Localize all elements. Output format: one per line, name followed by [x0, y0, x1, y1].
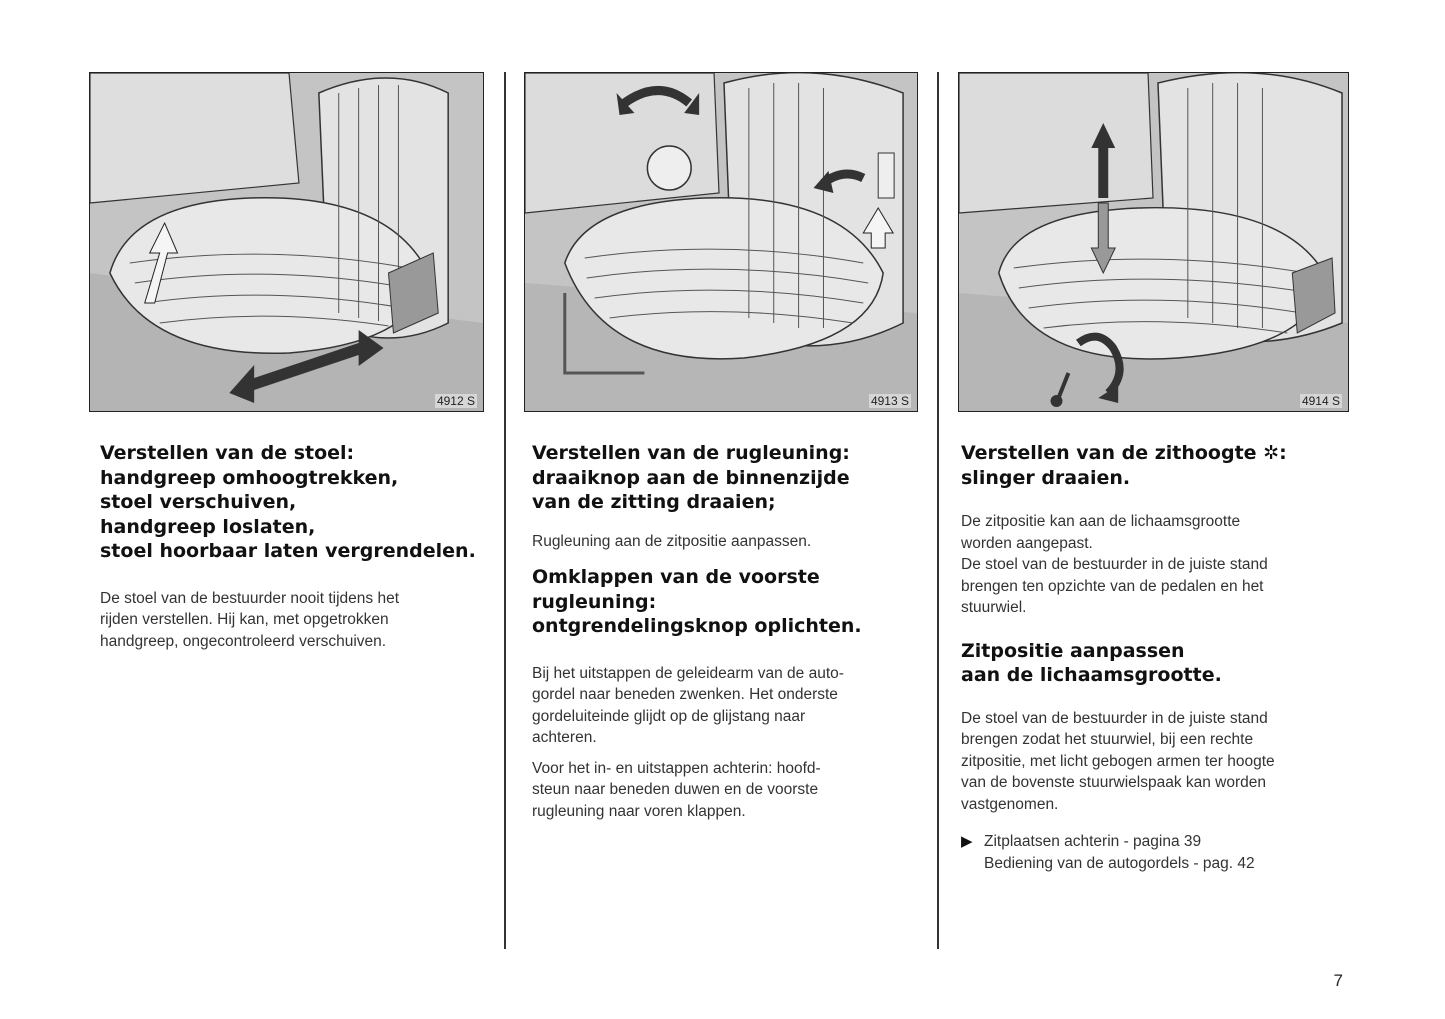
section-heading: Verstellen van de zithoogte ✲: slinger draaien.	[961, 442, 1287, 489]
figure-label: 4914 S	[1301, 394, 1340, 408]
body-paragraph: Bij het uitstappen de geleidearm van de auto- gordel naar beneden zwenken. Het onderste gordeluiteinde glijdt op de glijstang naar achteren.	[532, 664, 844, 746]
seat-slide-illustration	[89, 72, 484, 412]
section-heading-2: Omklappen van de voorste rugleuning: ontgrendelingsknop oplichten.	[532, 566, 862, 637]
body-paragraph: Voor het in- en uitstappen achterin: hoofd- steun naar beneden duwen en de voorste rugleuning naar voren klappen.	[532, 759, 821, 820]
body-paragraph: De zitpositie kan aan de lichaamsgrootte worden aangepast. De stoel van de bestuurder in de juiste stand brengen ten opzichte van de pedalen en het stuurwiel.	[961, 513, 1268, 616]
reference-link[interactable]: ▶ Zitplaatsen achterin - pagina 39	[961, 831, 1349, 853]
seat-height-illustration	[958, 72, 1349, 412]
body-paragraph: Rugleuning aan de zitpositie aanpassen.	[532, 532, 812, 550]
figure-label: 4913 S	[870, 394, 909, 408]
column-divider	[504, 72, 506, 949]
section-heading: Verstellen van de rugleuning: draaiknop aan de binnenzijde van de zitting draaien;	[532, 442, 850, 513]
page-number: 7	[1333, 971, 1343, 990]
section-heading: Verstellen van de stoel: handgreep omhoogtrekken, stoel verschuiven, handgreep loslaten, stoel hoorbaar laten vergrendelen.	[100, 442, 476, 562]
triangle-right-icon: ▶	[961, 833, 973, 850]
column-2	[524, 72, 918, 822]
figure-label: 4912 S	[436, 394, 475, 408]
section-heading-2: Zitpositie aanpassen aan de lichaamsgrootte.	[961, 639, 1222, 686]
column-1	[89, 72, 484, 652]
cross-references	[961, 831, 1349, 874]
column-3	[958, 72, 1349, 874]
body-paragraph: De stoel van de bestuurder in de juiste stand brengen zodat het stuurwiel, bij een rechte zitpositie, met licht gebogen armen ter hoogte van de bovenste stuurwielspaak kan worden vastgenomen.	[961, 709, 1275, 813]
reference-link[interactable]: Bediening van de autogordels - pag. 42	[984, 854, 1255, 872]
column-divider	[937, 72, 939, 949]
body-paragraph: De stoel van de bestuurder nooit tijdens het rijden verstellen. Hij kan, met opgetrokken handgreep, ongecontroleerd verschuiven.	[100, 589, 399, 650]
backrest-adjust-illustration	[524, 72, 918, 412]
